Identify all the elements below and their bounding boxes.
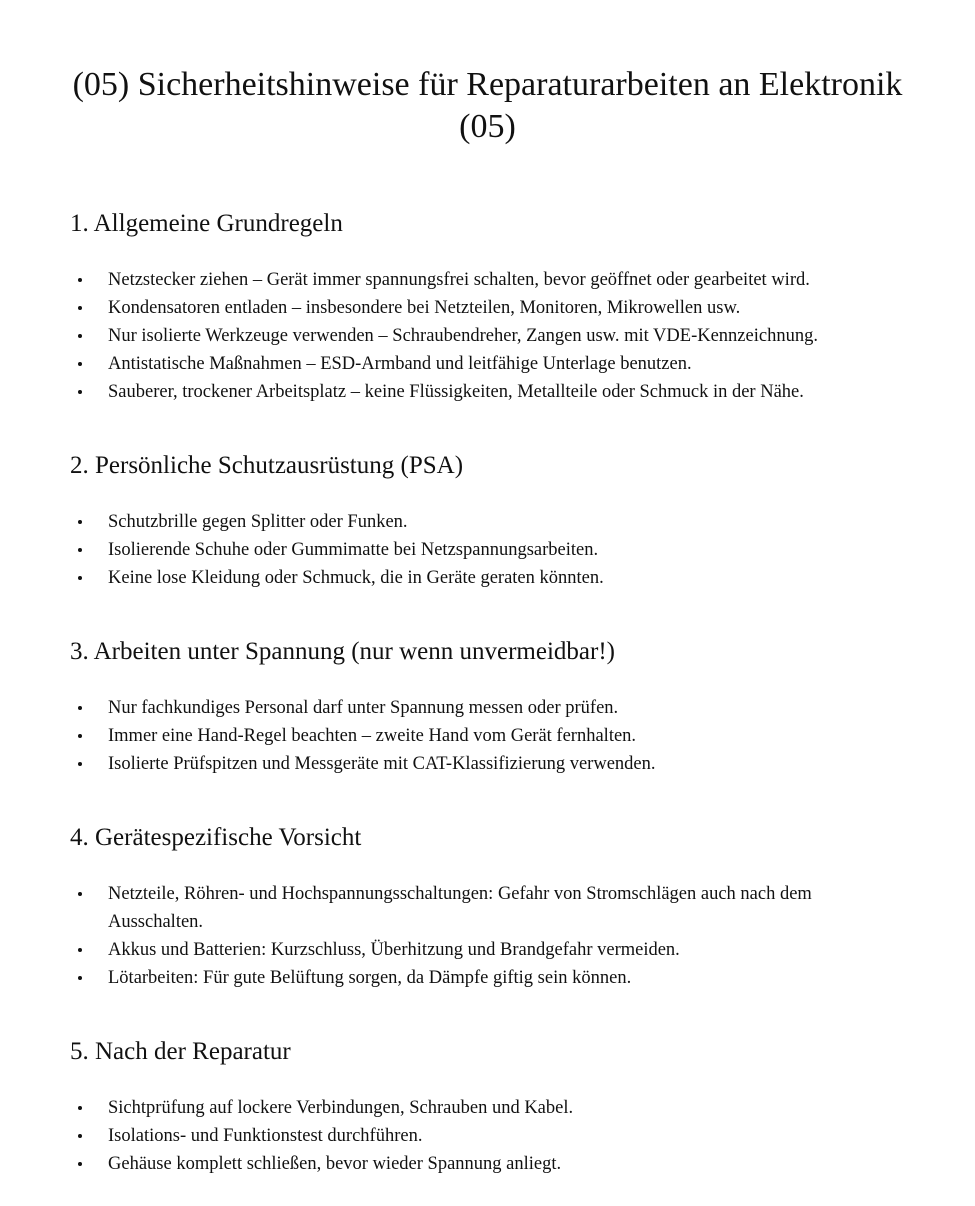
section-heading: 1. Allgemeine Grundregeln xyxy=(70,210,343,237)
section-heading: 5. Nach der Reparatur xyxy=(70,1038,291,1065)
bullet-item: Immer eine Hand-Regel beachten – zweite Hand vom Gerät fernhalten. xyxy=(108,722,895,750)
bullet-item: Nur isolierte Werkzeuge verwenden – Schraubendreher, Zangen usw. mit VDE-Kennzeichnung. xyxy=(108,322,895,350)
document-section xyxy=(0,450,975,592)
bullet-item: Nur fachkundiges Personal darf unter Spannung messen oder prüfen. xyxy=(108,694,895,722)
bullet-list xyxy=(0,694,975,778)
section-heading: 4. Gerätespezifische Vorsicht xyxy=(70,824,362,851)
bullet-item: Netzteile, Röhren- und Hochspannungsschaltungen: Gefahr von Stromschlägen auch nach dem Ausschalten. xyxy=(108,880,895,936)
bullet-item: Isolierende Schuhe oder Gummimatte bei Netzspannungsarbeiten. xyxy=(108,536,895,564)
section-heading: 2. Persönliche Schutzausrüstung (PSA) xyxy=(70,452,464,479)
bullet-item: Netzstecker ziehen – Gerät immer spannungsfrei schalten, bevor geöffnet oder gearbeitet wird. xyxy=(108,266,895,294)
document-body xyxy=(0,208,975,1178)
bullet-item: Antistatische Maßnahmen – ESD-Armband und leitfähige Unterlage benutzen. xyxy=(108,350,895,378)
bullet-item: Kondensatoren entladen – insbesondere bei Netzteilen, Monitoren, Mikrowellen usw. xyxy=(108,294,895,322)
section-heading: 3. Arbeiten unter Spannung (nur wenn unvermeidbar!) xyxy=(70,638,615,665)
bullet-item: Akkus und Batterien: Kurzschluss, Überhitzung und Brandgefahr vermeiden. xyxy=(108,936,895,964)
bullet-item: Isolations- und Funktionstest durchführen. xyxy=(108,1122,895,1150)
document-section xyxy=(0,822,975,992)
bullet-item: Gehäuse komplett schließen, bevor wieder Spannung anliegt. xyxy=(108,1150,895,1178)
bullet-item: Lötarbeiten: Für gute Belüftung sorgen, da Dämpfe giftig sein können. xyxy=(108,964,895,992)
document-section xyxy=(0,1036,975,1178)
bullet-item: Sauberer, trockener Arbeitsplatz – keine Flüssigkeiten, Metallteile oder Schmuck in der Nähe. xyxy=(108,378,895,406)
document-section xyxy=(0,636,975,778)
document-title: (05) Sicherheitshinweise für Reparaturarbeiten an Elektronik (05) xyxy=(72,66,903,145)
document-section xyxy=(0,208,975,406)
bullet-list xyxy=(0,880,975,992)
bullet-item: Isolierte Prüfspitzen und Messgeräte mit CAT-Klassifizierung verwenden. xyxy=(108,750,895,778)
bullet-item: Schutzbrille gegen Splitter oder Funken. xyxy=(108,508,895,536)
bullet-list xyxy=(0,266,975,406)
bullet-list xyxy=(0,508,975,592)
bullet-list xyxy=(0,1094,975,1178)
bullet-item: Sichtprüfung auf lockere Verbindungen, Schrauben und Kabel. xyxy=(108,1094,895,1122)
bullet-item: Keine lose Kleidung oder Schmuck, die in Geräte geraten könnten. xyxy=(108,564,895,592)
